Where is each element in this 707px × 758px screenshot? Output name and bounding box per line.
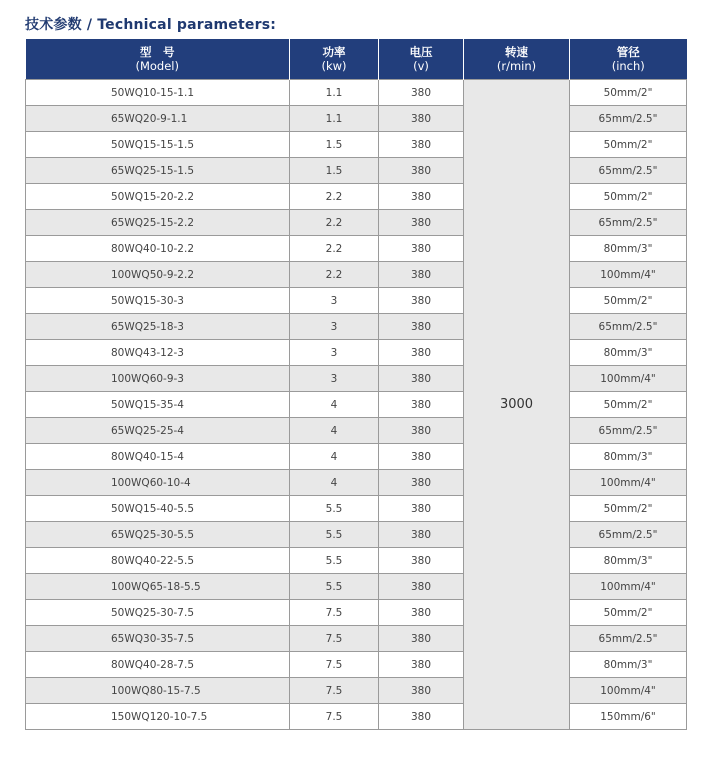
cell-power: 2.2 xyxy=(290,236,379,262)
cell-voltage: 380 xyxy=(379,366,464,392)
table-row xyxy=(26,678,687,704)
table-row xyxy=(26,600,687,626)
cell-power: 7.5 xyxy=(290,626,379,652)
cell-voltage: 380 xyxy=(379,444,464,470)
cell-voltage: 380 xyxy=(379,288,464,314)
cell-pipe: 100mm/4" xyxy=(570,366,687,392)
table-row xyxy=(26,80,687,106)
header-row xyxy=(26,39,687,80)
cell-model: 80WQ40-15-4 xyxy=(26,444,290,470)
cell-model: 100WQ60-9-3 xyxy=(26,366,290,392)
cell-voltage: 380 xyxy=(379,132,464,158)
cell-model: 80WQ43-12-3 xyxy=(26,340,290,366)
cell-power: 3 xyxy=(290,366,379,392)
table-row xyxy=(26,444,687,470)
cell-pipe: 80mm/3" xyxy=(570,548,687,574)
cell-model: 65WQ30-35-7.5 xyxy=(26,626,290,652)
cell-pipe: 100mm/4" xyxy=(570,678,687,704)
cell-model: 65WQ25-30-5.5 xyxy=(26,522,290,548)
cell-model: 100WQ65-18-5.5 xyxy=(26,574,290,600)
cell-power: 5.5 xyxy=(290,548,379,574)
header-pipe xyxy=(570,39,687,80)
cell-voltage: 380 xyxy=(379,106,464,132)
cell-power: 5.5 xyxy=(290,574,379,600)
cell-model: 80WQ40-28-7.5 xyxy=(26,652,290,678)
cell-model: 150WQ120-10-7.5 xyxy=(26,704,290,730)
table-row xyxy=(26,366,687,392)
header-model xyxy=(26,39,290,80)
cell-model: 65WQ25-18-3 xyxy=(26,314,290,340)
cell-pipe: 100mm/4" xyxy=(570,262,687,288)
cell-pipe: 65mm/2.5" xyxy=(570,626,687,652)
table-row xyxy=(26,288,687,314)
cell-voltage: 380 xyxy=(379,236,464,262)
table-row xyxy=(26,652,687,678)
table-row xyxy=(26,106,687,132)
header-voltage-en: (v) xyxy=(413,59,429,73)
cell-pipe: 50mm/2" xyxy=(570,80,687,106)
cell-voltage: 380 xyxy=(379,574,464,600)
cell-pipe: 80mm/3" xyxy=(570,236,687,262)
header-power-zh: 功率 xyxy=(322,45,346,59)
cell-voltage: 380 xyxy=(379,600,464,626)
cell-power: 7.5 xyxy=(290,652,379,678)
cell-model: 50WQ25-30-7.5 xyxy=(26,600,290,626)
cell-pipe: 65mm/2.5" xyxy=(570,158,687,184)
cell-power: 1.1 xyxy=(290,80,379,106)
cell-pipe: 150mm/6" xyxy=(570,704,687,730)
cell-power: 4 xyxy=(290,470,379,496)
cell-voltage: 380 xyxy=(379,496,464,522)
cell-model: 50WQ15-40-5.5 xyxy=(26,496,290,522)
header-pipe-zh: 管径 xyxy=(616,45,640,59)
table-row xyxy=(26,158,687,184)
cell-power: 5.5 xyxy=(290,522,379,548)
table-row xyxy=(26,574,687,600)
cell-model: 65WQ20-9-1.1 xyxy=(26,106,290,132)
cell-pipe: 50mm/2" xyxy=(570,184,687,210)
table-row xyxy=(26,522,687,548)
table-row xyxy=(26,470,687,496)
cell-model: 50WQ15-20-2.2 xyxy=(26,184,290,210)
table-row xyxy=(26,132,687,158)
header-pipe-en: (inch) xyxy=(611,59,645,73)
table-header xyxy=(26,39,687,80)
cell-pipe: 65mm/2.5" xyxy=(570,314,687,340)
cell-voltage: 380 xyxy=(379,314,464,340)
technical-parameters-table xyxy=(25,39,687,730)
cell-voltage: 380 xyxy=(379,340,464,366)
cell-voltage: 380 xyxy=(379,210,464,236)
cell-model: 65WQ25-15-2.2 xyxy=(26,210,290,236)
cell-voltage: 380 xyxy=(379,262,464,288)
cell-power: 7.5 xyxy=(290,600,379,626)
cell-pipe: 80mm/3" xyxy=(570,652,687,678)
cell-power: 1.1 xyxy=(290,106,379,132)
cell-pipe: 65mm/2.5" xyxy=(570,418,687,444)
cell-model: 50WQ15-15-1.5 xyxy=(26,132,290,158)
cell-power: 3 xyxy=(290,288,379,314)
cell-voltage: 380 xyxy=(379,80,464,106)
cell-voltage: 380 xyxy=(379,652,464,678)
table-row xyxy=(26,262,687,288)
header-voltage-zh: 电压 xyxy=(409,45,433,59)
cell-speed: 3000 xyxy=(464,80,570,730)
page-title: 技术参数 / Technical parameters: xyxy=(25,17,277,33)
table-row xyxy=(26,704,687,730)
cell-model: 65WQ25-15-1.5 xyxy=(26,158,290,184)
table-row xyxy=(26,418,687,444)
cell-pipe: 65mm/2.5" xyxy=(570,522,687,548)
cell-voltage: 380 xyxy=(379,470,464,496)
cell-voltage: 380 xyxy=(379,184,464,210)
cell-voltage: 380 xyxy=(379,158,464,184)
cell-pipe: 80mm/3" xyxy=(570,444,687,470)
header-speed-zh: 转速 xyxy=(505,45,528,59)
cell-power: 4 xyxy=(290,418,379,444)
cell-power: 1.5 xyxy=(290,158,379,184)
cell-pipe: 50mm/2" xyxy=(570,392,687,418)
cell-model: 65WQ25-25-4 xyxy=(26,418,290,444)
cell-pipe: 100mm/4" xyxy=(570,470,687,496)
cell-power: 4 xyxy=(290,444,379,470)
cell-model: 80WQ40-22-5.5 xyxy=(26,548,290,574)
header-speed xyxy=(464,39,570,80)
cell-pipe: 65mm/2.5" xyxy=(570,210,687,236)
cell-model: 50WQ15-30-3 xyxy=(26,288,290,314)
table-body xyxy=(26,80,687,730)
cell-pipe: 65mm/2.5" xyxy=(570,106,687,132)
cell-power: 4 xyxy=(290,392,379,418)
cell-power: 2.2 xyxy=(290,210,379,236)
cell-pipe: 50mm/2" xyxy=(570,600,687,626)
header-speed-en: (r/min) xyxy=(496,59,537,73)
cell-power: 1.5 xyxy=(290,132,379,158)
table-row xyxy=(26,314,687,340)
table-row xyxy=(26,626,687,652)
table-row xyxy=(26,392,687,418)
cell-pipe: 50mm/2" xyxy=(570,132,687,158)
cell-power: 3 xyxy=(290,340,379,366)
table-row xyxy=(26,496,687,522)
table-row xyxy=(26,210,687,236)
cell-voltage: 380 xyxy=(379,704,464,730)
cell-power: 7.5 xyxy=(290,678,379,704)
cell-power: 7.5 xyxy=(290,704,379,730)
cell-model: 100WQ60-10-4 xyxy=(26,470,290,496)
cell-voltage: 380 xyxy=(379,548,464,574)
header-power-en: (kw) xyxy=(321,59,347,73)
cell-pipe: 50mm/2" xyxy=(570,496,687,522)
cell-pipe: 100mm/4" xyxy=(570,574,687,600)
header-model-zh: 型 号 xyxy=(140,45,175,59)
cell-voltage: 380 xyxy=(379,418,464,444)
cell-model: 100WQ80-15-7.5 xyxy=(26,678,290,704)
table-row xyxy=(26,340,687,366)
cell-pipe: 80mm/3" xyxy=(570,340,687,366)
cell-model: 100WQ50-9-2.2 xyxy=(26,262,290,288)
table-row xyxy=(26,236,687,262)
cell-voltage: 380 xyxy=(379,392,464,418)
header-voltage xyxy=(379,39,464,80)
cell-power: 5.5 xyxy=(290,496,379,522)
cell-model: 50WQ10-15-1.1 xyxy=(26,80,290,106)
table-row xyxy=(26,548,687,574)
cell-voltage: 380 xyxy=(379,522,464,548)
cell-voltage: 380 xyxy=(379,678,464,704)
cell-power: 2.2 xyxy=(290,262,379,288)
cell-model: 80WQ40-10-2.2 xyxy=(26,236,290,262)
table-row xyxy=(26,184,687,210)
header-model-en: (Model) xyxy=(135,59,179,73)
cell-voltage: 380 xyxy=(379,626,464,652)
cell-model: 50WQ15-35-4 xyxy=(26,392,290,418)
cell-power: 2.2 xyxy=(290,184,379,210)
header-power xyxy=(290,39,379,80)
cell-power: 3 xyxy=(290,314,379,340)
cell-pipe: 50mm/2" xyxy=(570,288,687,314)
